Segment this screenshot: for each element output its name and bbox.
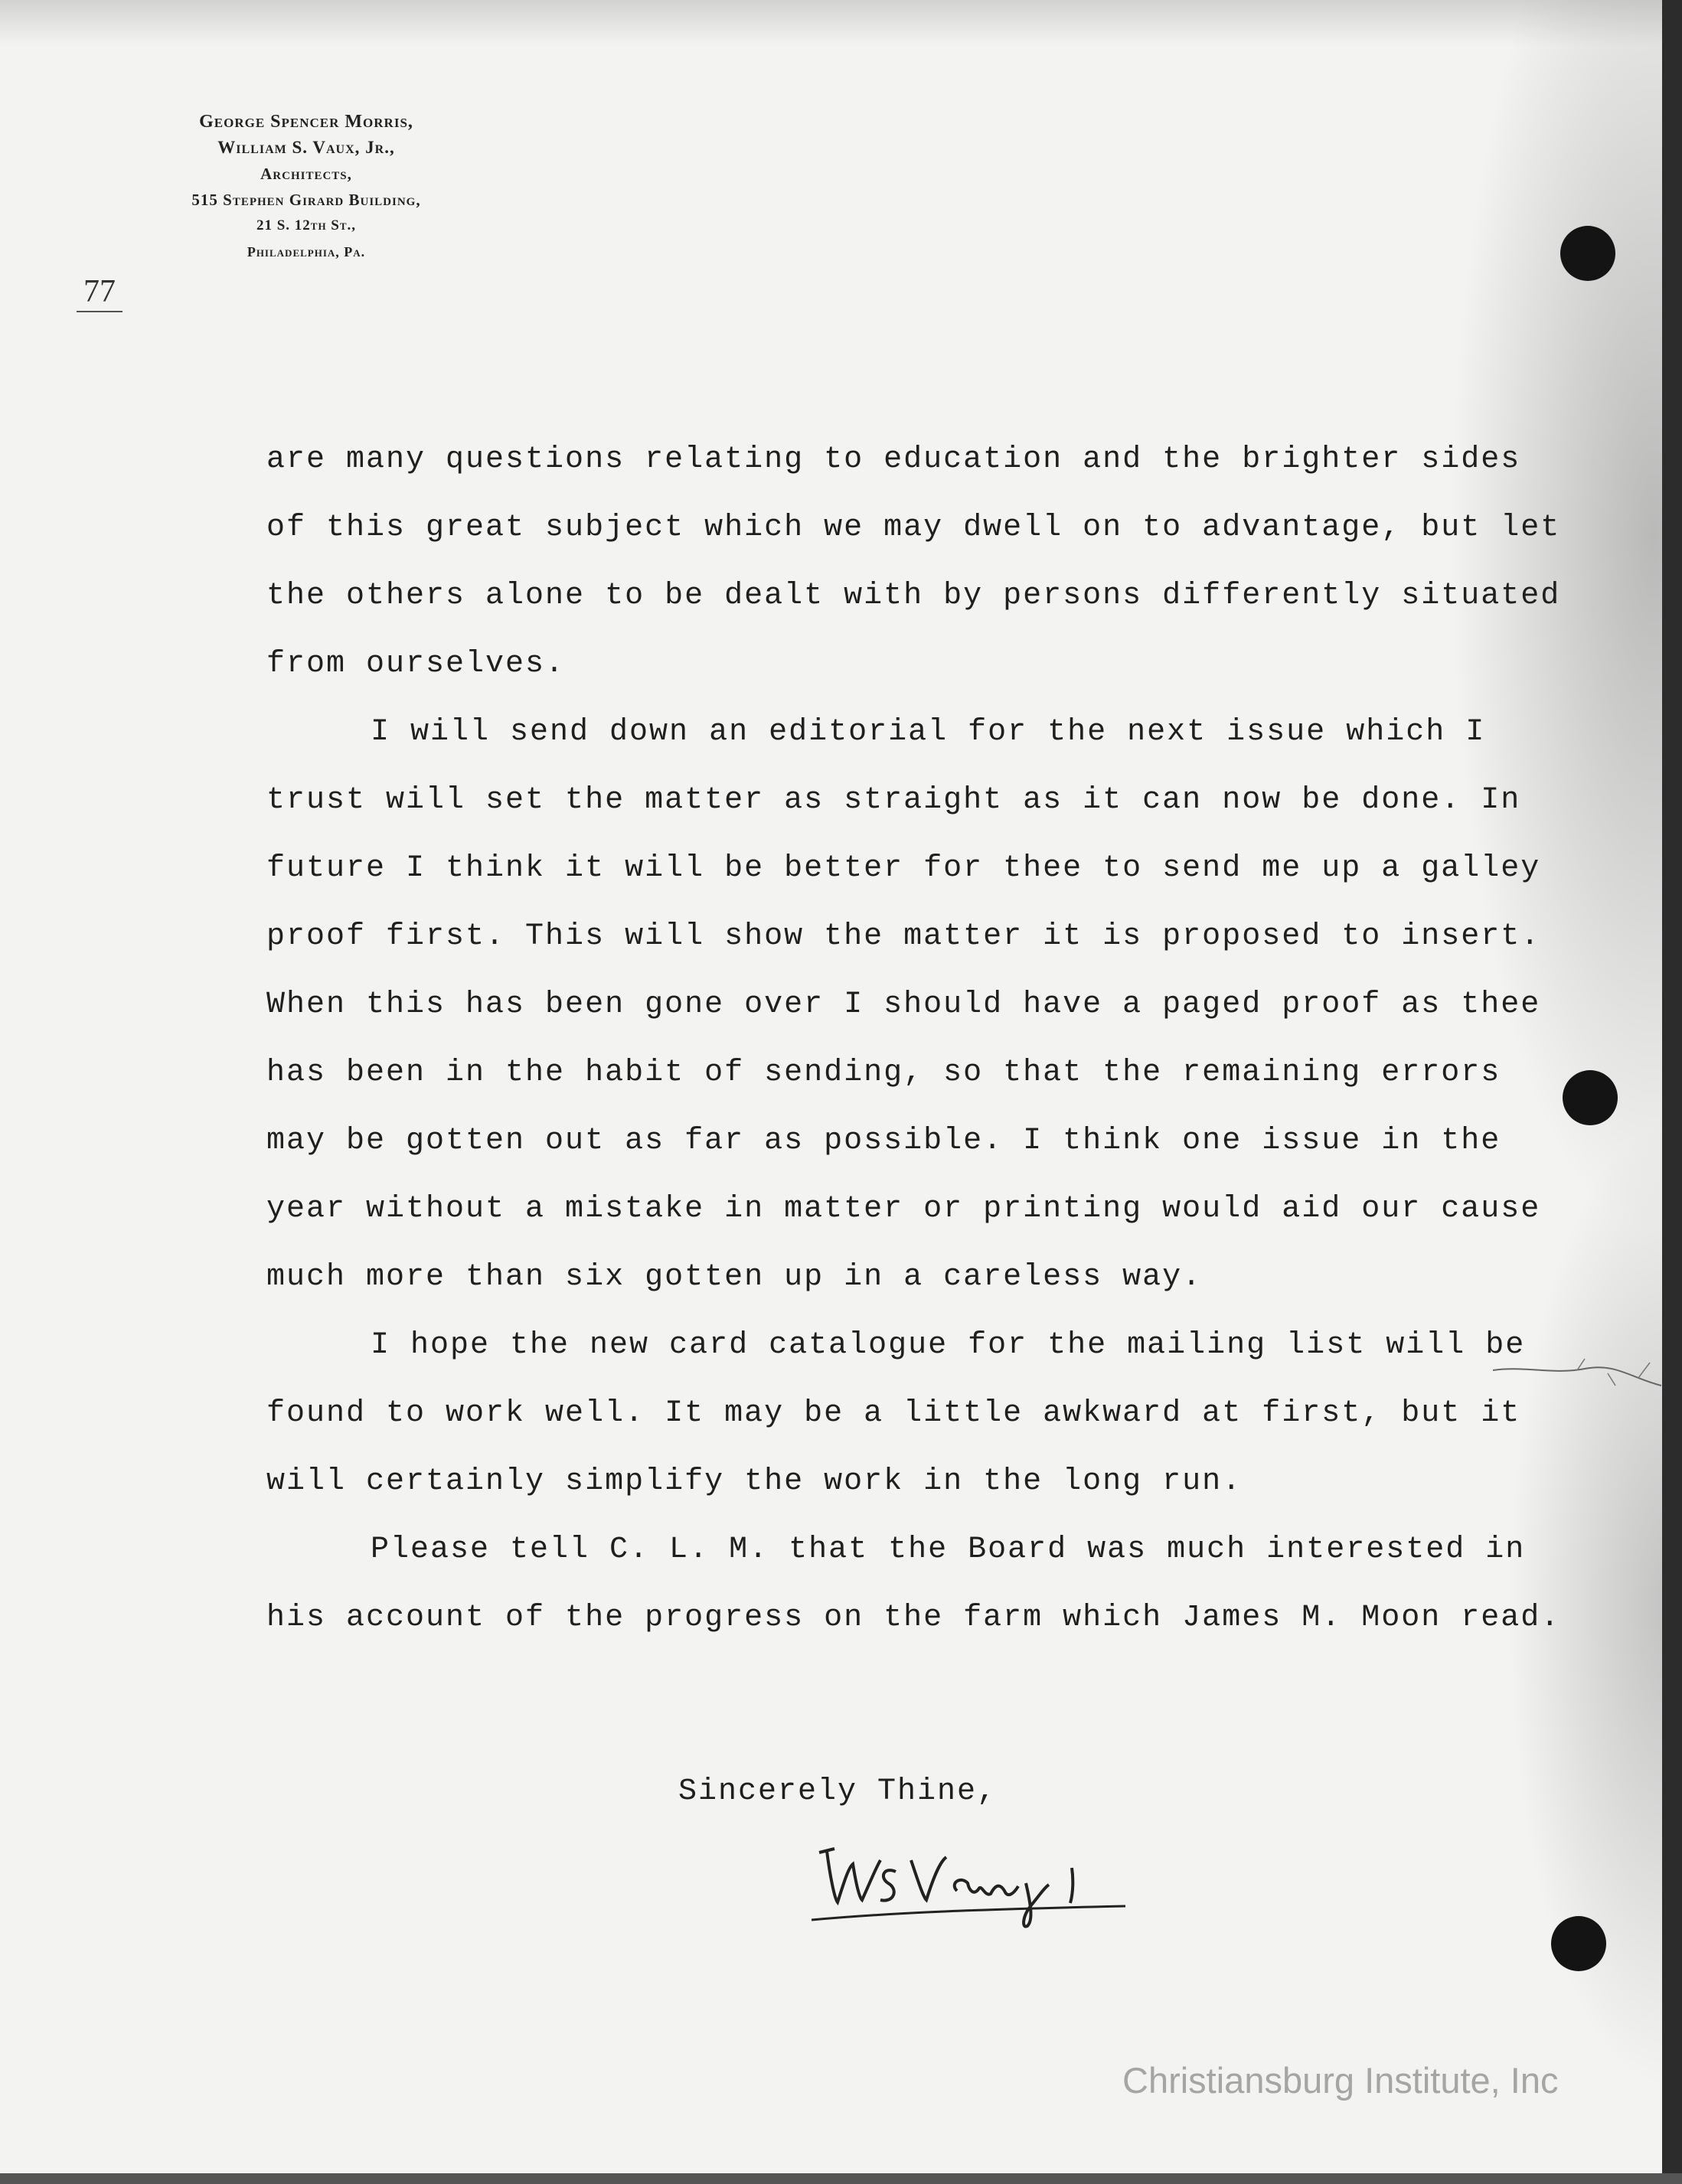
letterhead-line: 21 S. 12th St.,	[256, 217, 357, 233]
letter-body	[266, 426, 1568, 1652]
page-number: 77	[77, 273, 122, 312]
letterhead-line: Architects,	[260, 165, 352, 183]
handwritten-signature	[804, 1830, 1171, 1937]
letterhead	[100, 109, 513, 265]
closing: Sincerely Thine,	[678, 1774, 998, 1809]
paragraph: Please tell C. L. M. that the Board was much interested in his account of the progress on the farm which James M. Moon read.	[266, 1533, 1561, 1635]
punch-hole	[1551, 1916, 1606, 1971]
paragraph: are many questions relating to education and the brighter sides of this great subject which we may dwell on to advantage, but let the others alone to be dealt with by persons differently situated from ourselves.	[266, 442, 1561, 681]
punch-hole	[1563, 1070, 1618, 1125]
watermark: Christiansburg Institute, Inc	[1122, 2060, 1559, 2101]
letterhead-line: George Spencer Morris,	[199, 112, 413, 132]
letterhead-line: William S. Vaux, Jr.,	[217, 138, 395, 157]
letterhead-line: Philadelphia, Pa.	[247, 244, 366, 260]
scan-edge-bottom	[0, 2173, 1682, 2184]
paragraph: I will send down an editorial for the next issue which I trust will set the matter as straight as it can now be done. In future I think it will be better for thee to send me up a galley proof first. This will show the matter it is proposed to insert. When this has been gone over I should have a paged proof as thee has been in the habit of sending, so that the remaining errors may be gotten out as far as possible. I think one issue in the year without a mistake in matter or printing would aid our cause much more than six gotten up in a careless way.	[266, 715, 1541, 1294]
punch-hole	[1560, 226, 1615, 281]
letterhead-line: 515 Stephen Girard Building,	[191, 191, 421, 209]
scan-edge-right	[1662, 0, 1682, 2184]
paragraph: I hope the new card catalogue for the mailing list will be found to work well. It may be a little awkward at first, but it will certainly simplify the work in the long run.	[266, 1328, 1526, 1499]
